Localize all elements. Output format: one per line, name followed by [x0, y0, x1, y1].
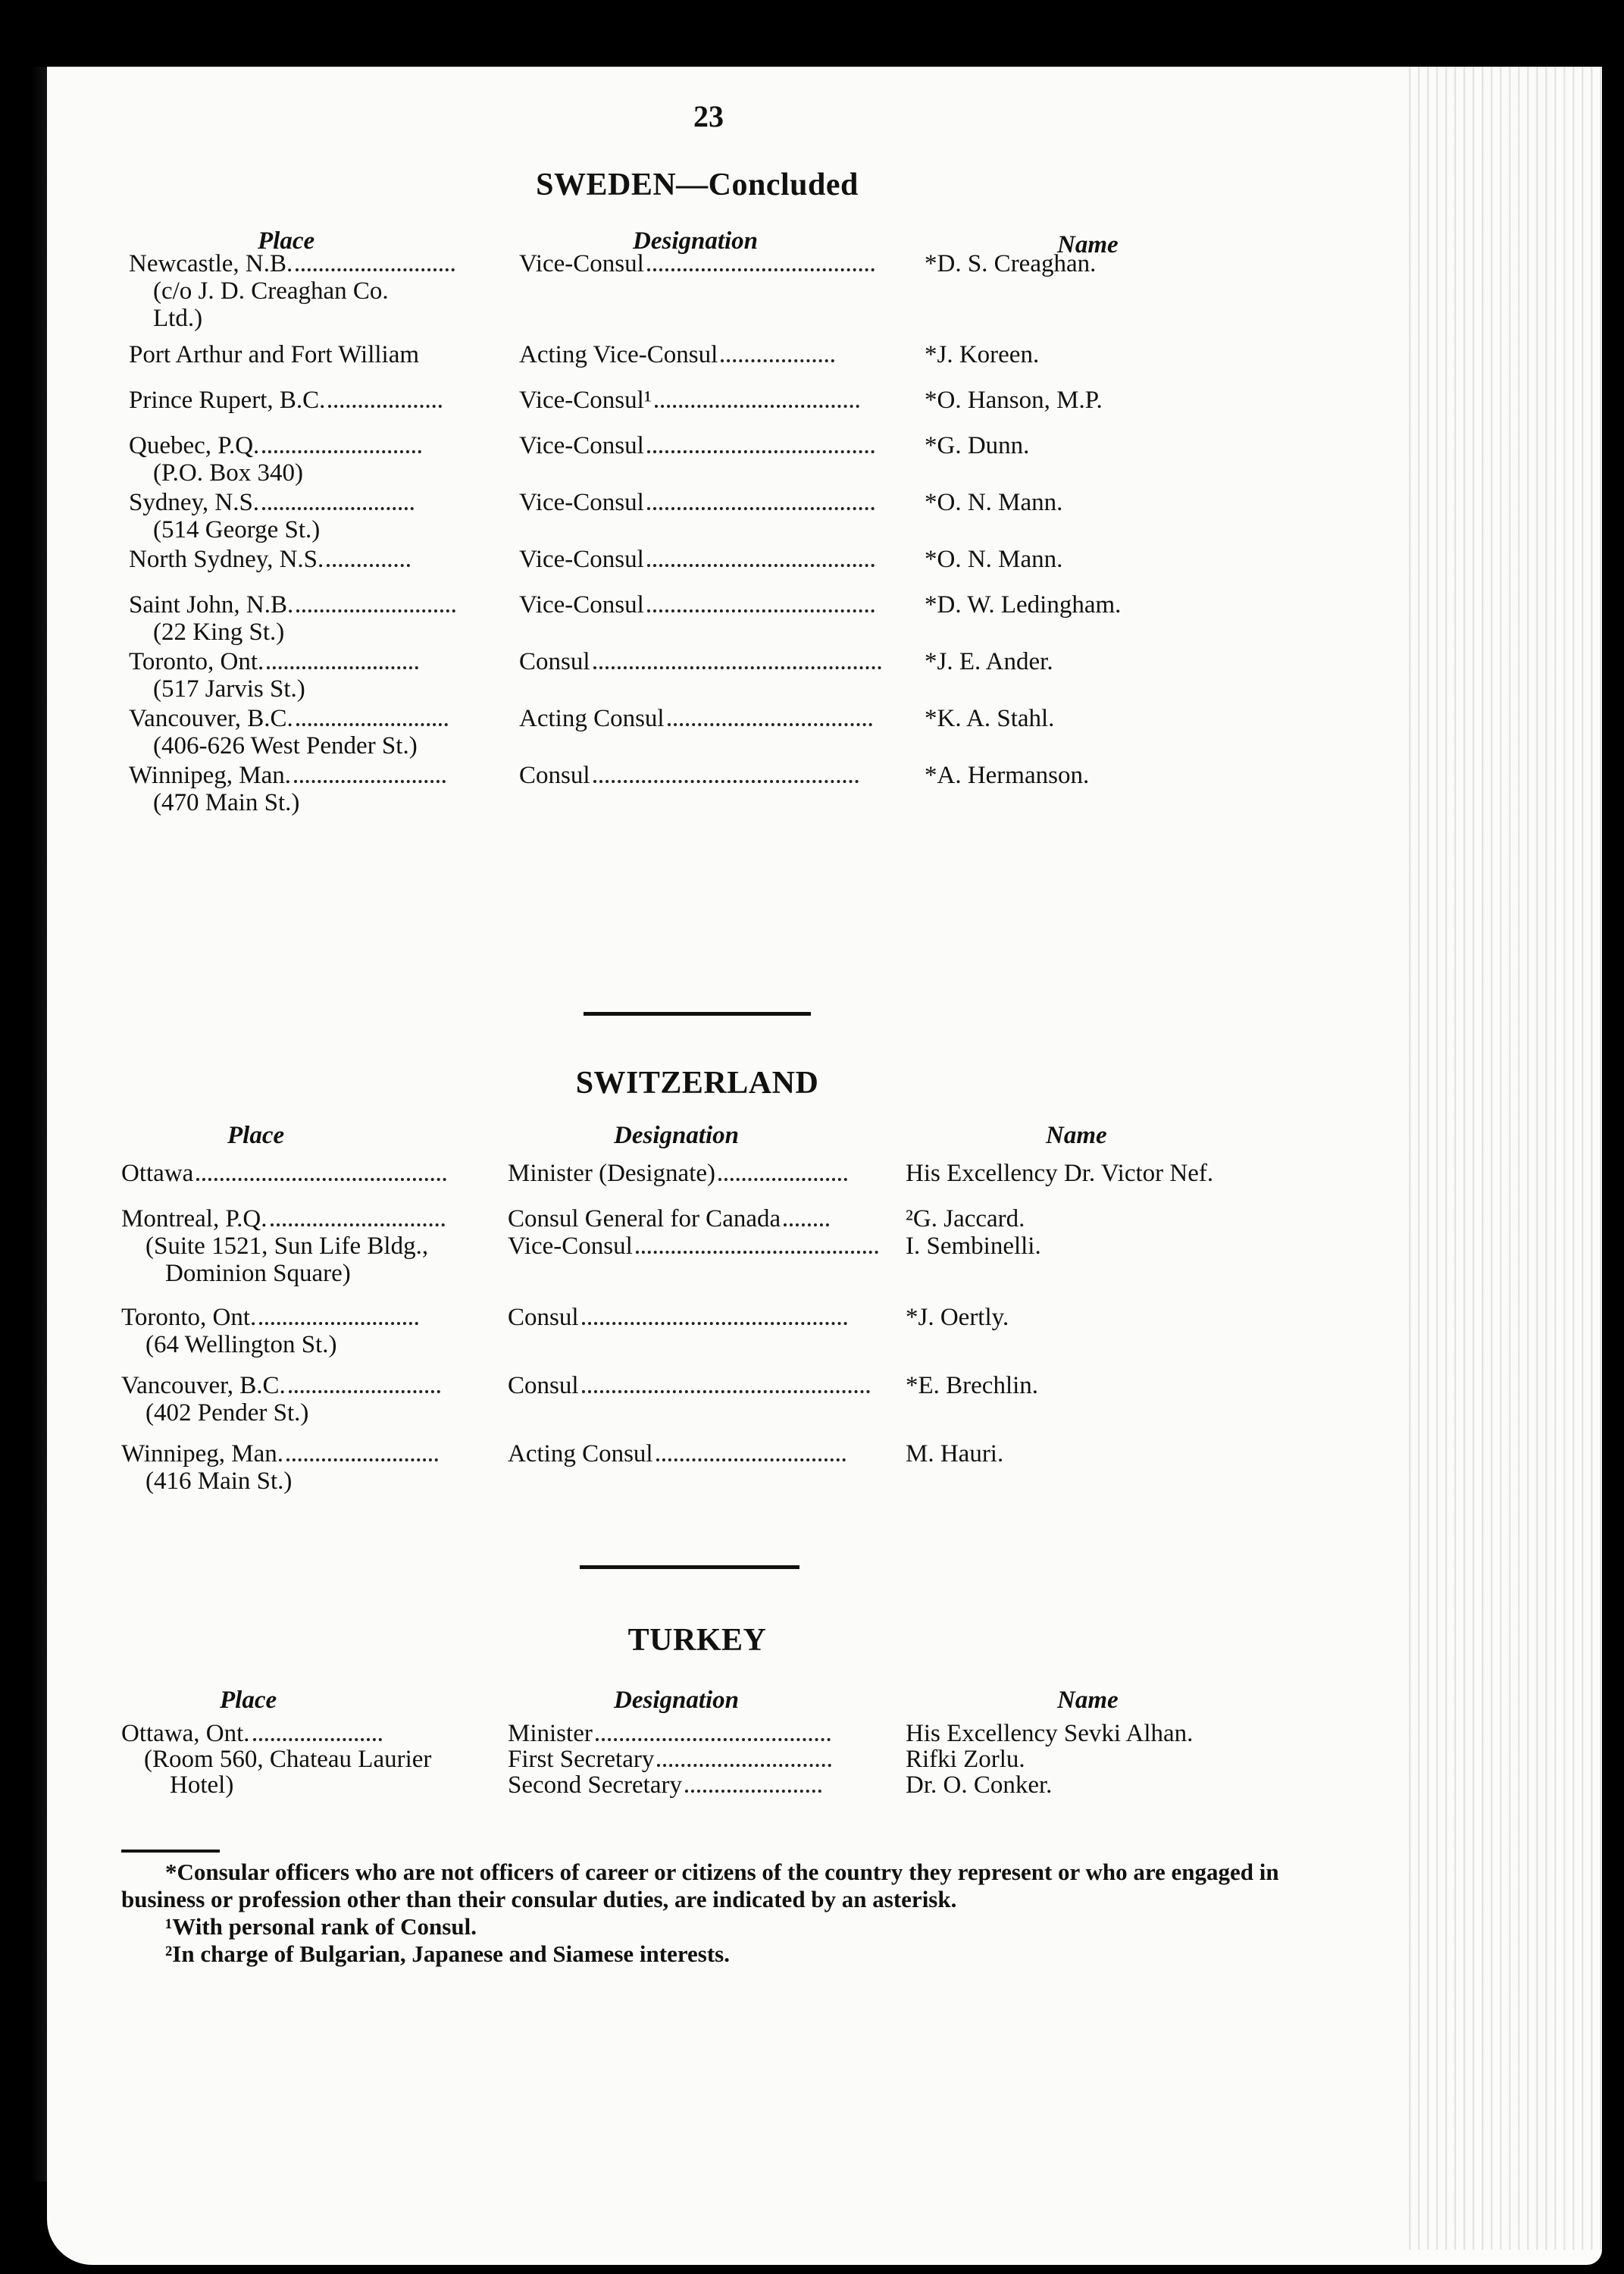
name: Dr. O. Conker. — [906, 1771, 1053, 1799]
place — [129, 432, 493, 459]
place — [129, 762, 493, 789]
dot-leader — [721, 356, 834, 362]
designation — [508, 1721, 902, 1746]
dot-leader — [593, 777, 859, 783]
place-cell — [129, 387, 493, 414]
dot-leader — [596, 1735, 831, 1741]
dot-leader — [636, 1248, 878, 1254]
designation-cell — [508, 1160, 902, 1187]
section-title-switzerland: SWITZERLAND — [575, 1066, 819, 1101]
name-cell: *O. N. Mann. — [925, 546, 1063, 573]
place — [129, 546, 493, 573]
designation — [519, 341, 913, 368]
place-text: Prince Rupert, B.C. — [129, 387, 326, 414]
place — [129, 705, 493, 732]
dot-leader — [262, 504, 414, 510]
header-place: Place — [258, 227, 315, 255]
place-cell — [121, 1372, 485, 1427]
place-address: (514 George St.) — [153, 516, 321, 543]
designation-cell — [519, 705, 913, 732]
header-name: Name — [1057, 1687, 1119, 1714]
designation-text: Minister (Designate) — [508, 1160, 716, 1187]
place-address: (402 Pender St.) — [146, 1399, 309, 1427]
designation-cell — [519, 546, 913, 573]
place-address: (416 Main St.) — [146, 1467, 293, 1495]
dot-leader — [296, 606, 455, 612]
header-designation: Designation — [633, 227, 759, 255]
name: *E. Brechlin. — [906, 1372, 1039, 1399]
place-cell — [129, 762, 493, 816]
dot-leader — [784, 1220, 829, 1226]
place — [121, 1304, 485, 1331]
dot-leader — [296, 720, 448, 726]
place — [129, 250, 493, 277]
designation-text: Vice-Consul¹ — [519, 387, 652, 414]
place-address: (470 Main St.) — [153, 789, 300, 816]
designation — [508, 1160, 902, 1187]
designation-text: Vice-Consul — [519, 591, 644, 619]
designation-cell — [519, 648, 913, 675]
designation-text: Vice-Consul — [519, 432, 644, 459]
section-title-sweden: SWEDEN—Concluded — [536, 168, 859, 202]
designation — [519, 705, 913, 732]
place-cell — [129, 341, 493, 368]
designation — [508, 1440, 902, 1467]
designation-cell — [508, 1440, 902, 1467]
name: ²G. Jaccard. — [906, 1205, 1025, 1233]
place — [129, 591, 493, 619]
place — [121, 1160, 485, 1187]
header-name: Name — [1046, 1122, 1107, 1149]
dot-leader — [289, 1387, 440, 1393]
name: I. Sembinelli. — [906, 1233, 1041, 1260]
place-cell — [129, 489, 493, 543]
name-cell: *D. W. Ledingham. — [925, 591, 1122, 619]
place-text: Vancouver, B.C. — [129, 705, 293, 732]
name-cell — [906, 1160, 1277, 1187]
header-place: Place — [227, 1122, 285, 1149]
dot-leader — [262, 447, 421, 453]
dot-leader — [294, 777, 446, 783]
place-text: Quebec, P.Q. — [129, 432, 260, 459]
place-cell — [121, 1160, 485, 1187]
place-text: Saint John, N.B. — [129, 591, 294, 619]
designation — [508, 1372, 902, 1399]
place-address: (64 Wellington St.) — [146, 1331, 337, 1358]
dot-leader — [267, 663, 418, 669]
footnote-one: ¹With personal rank of Consul. — [165, 1913, 477, 1940]
designation-text: Vice-Consul — [519, 489, 644, 516]
place — [129, 648, 493, 675]
place-text: Ottawa — [121, 1160, 194, 1187]
name-cell: *J. E. Ander. — [925, 648, 1053, 675]
dot-leader — [647, 504, 875, 510]
name-cell: *O. Hanson, M.P. — [925, 387, 1103, 414]
place — [121, 1440, 485, 1467]
dot-leader — [647, 265, 875, 271]
designation-text: Consul General for Canada — [508, 1205, 781, 1233]
dot-leader — [296, 265, 455, 271]
designation-text: Vice-Consul — [519, 546, 644, 573]
place — [129, 387, 493, 414]
place-text: Port Arthur and Fort William — [129, 341, 420, 368]
designation-text: Consul — [519, 762, 590, 789]
dot-leader — [582, 1319, 847, 1325]
place — [121, 1205, 485, 1233]
place-cell — [121, 1304, 485, 1358]
designation — [519, 489, 913, 516]
name-cell — [906, 1440, 1277, 1467]
footnote-asterisk: *Consular officers who are not officers of career or citizens of the country they represent or who are engaged in business or profession other than their consular duties, are indicated by an asterisk. — [121, 1859, 1279, 1912]
footnote-two: ²In charge of Bulgarian, Japanese and Siamese interests. — [165, 1940, 730, 1967]
dot-leader — [196, 1175, 446, 1181]
dot-leader — [685, 1787, 821, 1793]
place-cell — [129, 705, 493, 760]
designation — [508, 1304, 902, 1331]
name-cell — [906, 1721, 1239, 1798]
header-name: Name — [1057, 231, 1119, 258]
designation-text: Minister — [508, 1720, 593, 1747]
place-text: Toronto, Ont. — [121, 1304, 257, 1331]
place-address: (Suite 1521, Sun Life Bldg., — [146, 1233, 429, 1260]
name-cell — [906, 1372, 1277, 1399]
designation-text: Consul — [508, 1304, 579, 1331]
place-text: Vancouver, B.C. — [121, 1372, 286, 1399]
name-cell: *A. Hermanson. — [925, 762, 1090, 789]
place-text: North Sydney, N.S. — [129, 546, 324, 573]
place-text: Winnipeg, Man. — [129, 762, 292, 789]
designation-cell — [519, 591, 913, 619]
place-cell — [121, 1205, 485, 1287]
designation — [508, 1233, 902, 1260]
footnotes — [121, 1859, 1281, 1968]
designation-text: Vice-Consul — [519, 250, 644, 277]
place — [121, 1372, 485, 1399]
designation-cell — [508, 1372, 902, 1399]
section-divider — [584, 1012, 811, 1016]
place — [121, 1721, 485, 1746]
dot-leader — [328, 402, 442, 408]
designation-text: Acting Vice-Consul — [519, 341, 718, 368]
designation-text: Consul — [519, 648, 590, 675]
designation-cell — [519, 432, 913, 459]
designation — [519, 250, 913, 277]
header-designation: Designation — [614, 1687, 740, 1714]
footnote-rule — [121, 1850, 220, 1853]
place-address: (517 Jarvis St.) — [153, 675, 305, 703]
place — [129, 341, 493, 368]
place-address: (406-626 West Pender St.) — [153, 732, 418, 760]
place-address: (P.O. Box 340) — [153, 459, 304, 487]
designation — [519, 762, 913, 789]
header-designation: Designation — [614, 1122, 740, 1149]
designation — [519, 546, 913, 573]
place-address: (c/o J. D. Creaghan Co. — [153, 277, 389, 305]
name-cell: *G. Dunn. — [925, 432, 1030, 459]
name-cell — [906, 1304, 1277, 1331]
place-text: Newcastle, N.B. — [129, 250, 293, 277]
place-text: Winnipeg, Man. — [121, 1440, 284, 1467]
designation-cell — [519, 762, 913, 789]
designation — [508, 1205, 902, 1233]
designation-text: Acting Consul — [519, 705, 665, 732]
name: *J. Oertly. — [906, 1304, 1009, 1331]
designation — [519, 591, 913, 619]
place-text: Toronto, Ont. — [129, 648, 264, 675]
dot-leader — [718, 1175, 847, 1181]
name-cell — [906, 1205, 1277, 1260]
dot-leader — [655, 402, 859, 408]
page-number: 23 — [693, 99, 724, 133]
place-address: Hotel) — [170, 1771, 234, 1799]
place-cell — [121, 1440, 485, 1495]
name-cell: *J. Koreen. — [925, 341, 1040, 368]
place-cell — [129, 648, 493, 703]
name: His Excellency Dr. Victor Nef. — [906, 1160, 1214, 1187]
dot-leader — [271, 1220, 445, 1226]
place-cell — [121, 1721, 485, 1798]
dot-leader — [259, 1319, 418, 1325]
designation — [508, 1772, 902, 1798]
place-address: (22 King St.) — [153, 619, 285, 646]
header-place: Place — [220, 1687, 277, 1714]
designation-cell — [508, 1721, 902, 1798]
designation-text: Second Secretary — [508, 1771, 682, 1799]
designation — [519, 432, 913, 459]
name: Rifki Zorlu. — [906, 1746, 1025, 1773]
dot-leader — [253, 1735, 382, 1741]
designation-text: Acting Consul — [508, 1440, 653, 1467]
designation — [508, 1746, 902, 1772]
name-cell: *D. S. Creaghan. — [925, 250, 1097, 277]
dot-leader — [582, 1387, 870, 1393]
designation-cell — [519, 341, 913, 368]
section-divider — [580, 1565, 799, 1569]
dot-leader — [656, 1455, 846, 1461]
designation-text: First Secretary — [508, 1746, 655, 1773]
place-cell — [129, 250, 493, 332]
place-address: (Room 560, Chateau Laurier — [144, 1746, 432, 1773]
designation-cell — [519, 489, 913, 516]
place-cell — [129, 432, 493, 487]
place-cell — [129, 591, 493, 646]
dot-leader — [657, 1761, 831, 1767]
designation — [519, 648, 913, 675]
name: His Excellency Sevki Alhan. — [906, 1720, 1194, 1747]
name-cell: *K. A. Stahl. — [925, 705, 1055, 732]
page-stack-edge — [1402, 67, 1602, 2250]
dot-leader — [647, 561, 875, 567]
dot-leader — [668, 720, 872, 726]
place-address: Ltd.) — [153, 305, 203, 332]
section-title-turkey: TURKEY — [627, 1623, 767, 1658]
place-text: Ottawa, Ont. — [121, 1720, 250, 1747]
dot-leader — [647, 447, 875, 453]
dot-leader — [327, 561, 410, 567]
designation-text: Consul — [508, 1372, 579, 1399]
designation-cell — [508, 1304, 902, 1331]
designation-cell — [519, 387, 913, 414]
place-address: Dominion Square) — [165, 1260, 351, 1287]
designation — [519, 387, 913, 414]
designation-cell — [519, 250, 913, 277]
place-text: Sydney, N.S. — [129, 489, 260, 516]
name-cell: *O. N. Mann. — [925, 489, 1063, 516]
dot-leader — [286, 1455, 438, 1461]
designation-cell — [508, 1205, 902, 1260]
dot-leader — [647, 606, 875, 612]
place-text: Montreal, P.Q. — [121, 1205, 268, 1233]
designation-text: Vice-Consul — [508, 1233, 633, 1260]
dot-leader — [593, 663, 881, 669]
name: M. Hauri. — [906, 1440, 1004, 1467]
place-cell — [129, 546, 493, 573]
place — [129, 489, 493, 516]
